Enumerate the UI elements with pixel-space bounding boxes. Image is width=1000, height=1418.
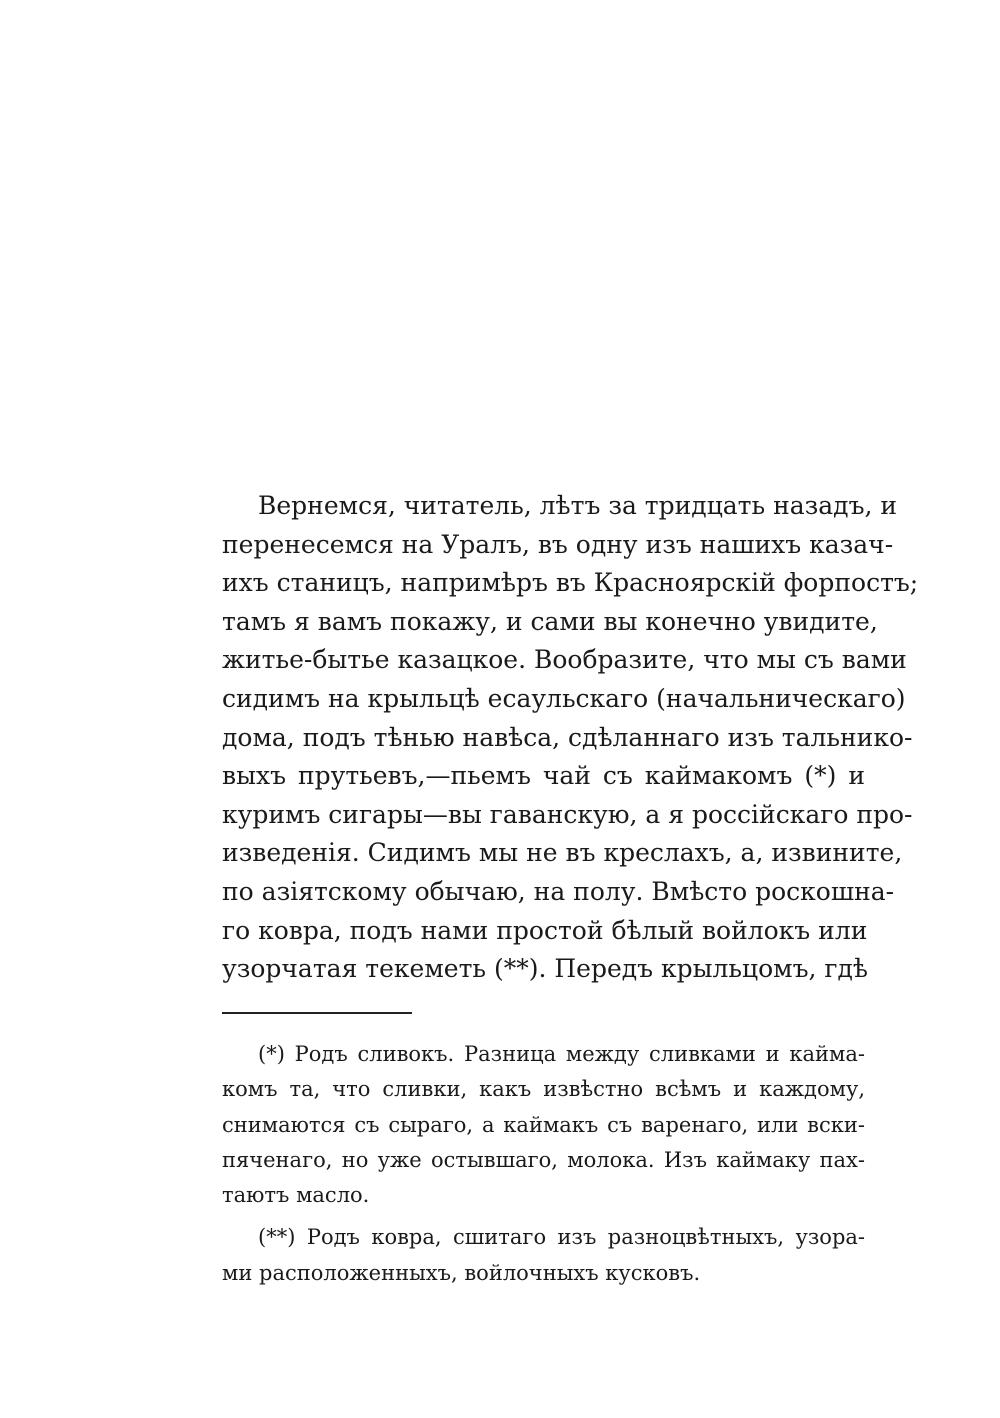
footnote-divider	[222, 1012, 412, 1014]
text-line: узорчатая текеметь (**). Передъ крыльцомъ, гдѣ	[222, 954, 868, 984]
text-line: по азіятскому обычаю, на полу. Вмѣсто роскошна-	[222, 876, 895, 906]
text-line: тамъ я вамъ покажу, и сами вы конечно увидите,	[222, 606, 878, 636]
text-line: изведенія. Сидимъ мы не въ креслахъ, а, извините,	[222, 838, 903, 868]
footnote-2	[222, 1220, 865, 1291]
footnote-line: пяченаго, но уже остывшаго, молока. Изъ каймаку пах-	[222, 1147, 865, 1172]
footnote-line: (**) Родъ ковра, сшитаго изъ разноцвѣтныхъ, узора-	[258, 1225, 865, 1250]
main-paragraph	[222, 487, 919, 989]
text-line: го ковра, подъ нами простой бѣлый войлокъ или	[222, 915, 868, 945]
text-line: дома, подъ тѣнью навѣса, сдѣланнаго изъ тальнико-	[222, 722, 913, 752]
footnote-line: ми расположенныхъ, войлочныхъ кусковъ.	[222, 1260, 701, 1285]
footnote-line: таютъ масло.	[222, 1183, 370, 1208]
footnote-line: снимаются съ сыраго, а каймакъ съ варенаго, или вски-	[222, 1112, 865, 1137]
text-line: Вернемся, читатель, лѣтъ за тридцать назадъ, и	[258, 491, 898, 520]
footnote-line: (*) Родъ сливокъ. Разница между сливками и кайма-	[258, 1042, 865, 1066]
footnotes	[222, 1037, 865, 1291]
text-line: куримъ сигары—вы гаванскую, а я россійскаго про-	[222, 799, 913, 829]
text-line: ихъ станицъ, напримѣръ въ Красноярскій форпостъ;	[222, 568, 919, 598]
text-line: перенесемся на Уралъ, въ одну изъ нашихъ казач-	[222, 529, 894, 559]
text-line: сидимъ на крыльцѣ есаульскаго (начальническаго)	[222, 683, 906, 713]
footnote-line: комъ та, что сливки, какъ извѣстно всѣмъ и каждому,	[222, 1077, 865, 1102]
text-line: житье-бытье казацкое. Вообразите, что мы съ вами	[222, 645, 907, 675]
text-line: выхъ прутьевъ,—пьемъ чай съ каймакомъ (*) и	[222, 761, 865, 791]
footnote-1	[222, 1037, 865, 1213]
